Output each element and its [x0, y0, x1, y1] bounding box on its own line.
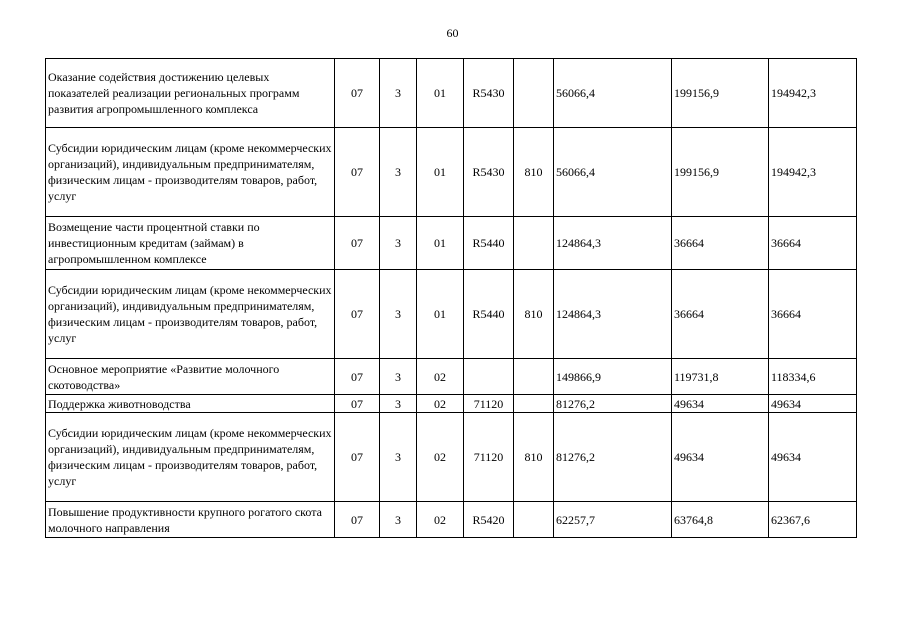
subsection-code: 3	[380, 502, 417, 538]
amount-year-3: 49634	[769, 413, 857, 502]
amount-year-3: 62367,6	[769, 502, 857, 538]
amount-year-1: 56066,4	[554, 59, 672, 128]
amount-year-1: 124864,3	[554, 217, 672, 270]
subsection-code: 3	[380, 395, 417, 413]
table-row	[46, 270, 857, 359]
section-code: 07	[335, 59, 380, 128]
table-row	[46, 395, 857, 413]
subsection-code: 3	[380, 59, 417, 128]
amount-year-2: 49634	[672, 413, 769, 502]
amount-year-3: 36664	[769, 217, 857, 270]
table-row	[46, 413, 857, 502]
row-name: Возмещение части процентной ставки по инвестиционным кредитам (займам) в агропромышленном комплексе	[46, 217, 335, 270]
amount-year-1: 149866,9	[554, 359, 672, 395]
section-code: 07	[335, 413, 380, 502]
amount-year-1: 62257,7	[554, 502, 672, 538]
subsection-code: 3	[380, 413, 417, 502]
table-row	[46, 59, 857, 128]
expense-type-code: 810	[514, 413, 554, 502]
budget-table	[45, 58, 857, 538]
amount-year-1: 124864,3	[554, 270, 672, 359]
amount-year-1: 56066,4	[554, 128, 672, 217]
target-article-code: 71120	[464, 395, 514, 413]
target-article-code: R5430	[464, 59, 514, 128]
subsection-code: 3	[380, 217, 417, 270]
amount-year-2: 63764,8	[672, 502, 769, 538]
expense-type-code: 810	[514, 128, 554, 217]
program-code: 01	[417, 59, 464, 128]
target-article-code: R5440	[464, 217, 514, 270]
target-article-code: R5420	[464, 502, 514, 538]
subsection-code: 3	[380, 270, 417, 359]
subsection-code: 3	[380, 128, 417, 217]
target-article-code	[464, 359, 514, 395]
amount-year-2: 36664	[672, 270, 769, 359]
amount-year-3: 194942,3	[769, 128, 857, 217]
program-code: 02	[417, 395, 464, 413]
amount-year-1: 81276,2	[554, 395, 672, 413]
amount-year-2: 119731,8	[672, 359, 769, 395]
table-row	[46, 128, 857, 217]
row-name: Субсидии юридическим лицам (кроме некоммерческих организаций), индивидуальным предпринимателям, физическим лицам - производителям товаров, работ, услуг	[46, 413, 335, 502]
program-code: 02	[417, 413, 464, 502]
row-name: Субсидии юридическим лицам (кроме некоммерческих организаций), индивидуальным предпринимателям, физическим лицам - производителям товаров, работ, услуг	[46, 128, 335, 217]
row-name: Повышение продуктивности крупного рогатого скота молочного направления	[46, 502, 335, 538]
expense-type-code	[514, 395, 554, 413]
target-article-code: R5430	[464, 128, 514, 217]
row-name: Основное мероприятие «Развитие молочного скотоводства»	[46, 359, 335, 395]
program-code: 01	[417, 128, 464, 217]
table-row	[46, 359, 857, 395]
expense-type-code	[514, 217, 554, 270]
program-code: 02	[417, 359, 464, 395]
section-code: 07	[335, 359, 380, 395]
amount-year-3: 194942,3	[769, 59, 857, 128]
expense-type-code	[514, 502, 554, 538]
amount-year-2: 199156,9	[672, 128, 769, 217]
amount-year-2: 36664	[672, 217, 769, 270]
row-name: Оказание содействия достижению целевых показателей реализации региональных программ развития агропромышленного комплекса	[46, 59, 335, 128]
page-number: 60	[446, 26, 459, 40]
program-code: 01	[417, 270, 464, 359]
section-code: 07	[335, 502, 380, 538]
expense-type-code	[514, 59, 554, 128]
target-article-code: R5440	[464, 270, 514, 359]
amount-year-1: 81276,2	[554, 413, 672, 502]
program-code: 02	[417, 502, 464, 538]
row-name: Субсидии юридическим лицам (кроме некоммерческих организаций), индивидуальным предпринимателям, физическим лицам - производителям товаров, работ, услуг	[46, 270, 335, 359]
section-code: 07	[335, 395, 380, 413]
amount-year-3: 36664	[769, 270, 857, 359]
amount-year-2: 199156,9	[672, 59, 769, 128]
row-name: Поддержка животноводства	[46, 395, 335, 413]
amount-year-3: 49634	[769, 395, 857, 413]
amount-year-2: 49634	[672, 395, 769, 413]
amount-year-3: 118334,6	[769, 359, 857, 395]
section-code: 07	[335, 217, 380, 270]
table-row	[46, 217, 857, 270]
program-code: 01	[417, 217, 464, 270]
section-code: 07	[335, 128, 380, 217]
expense-type-code	[514, 359, 554, 395]
table-row	[46, 502, 857, 538]
section-code: 07	[335, 270, 380, 359]
expense-type-code: 810	[514, 270, 554, 359]
target-article-code: 71120	[464, 413, 514, 502]
subsection-code: 3	[380, 359, 417, 395]
